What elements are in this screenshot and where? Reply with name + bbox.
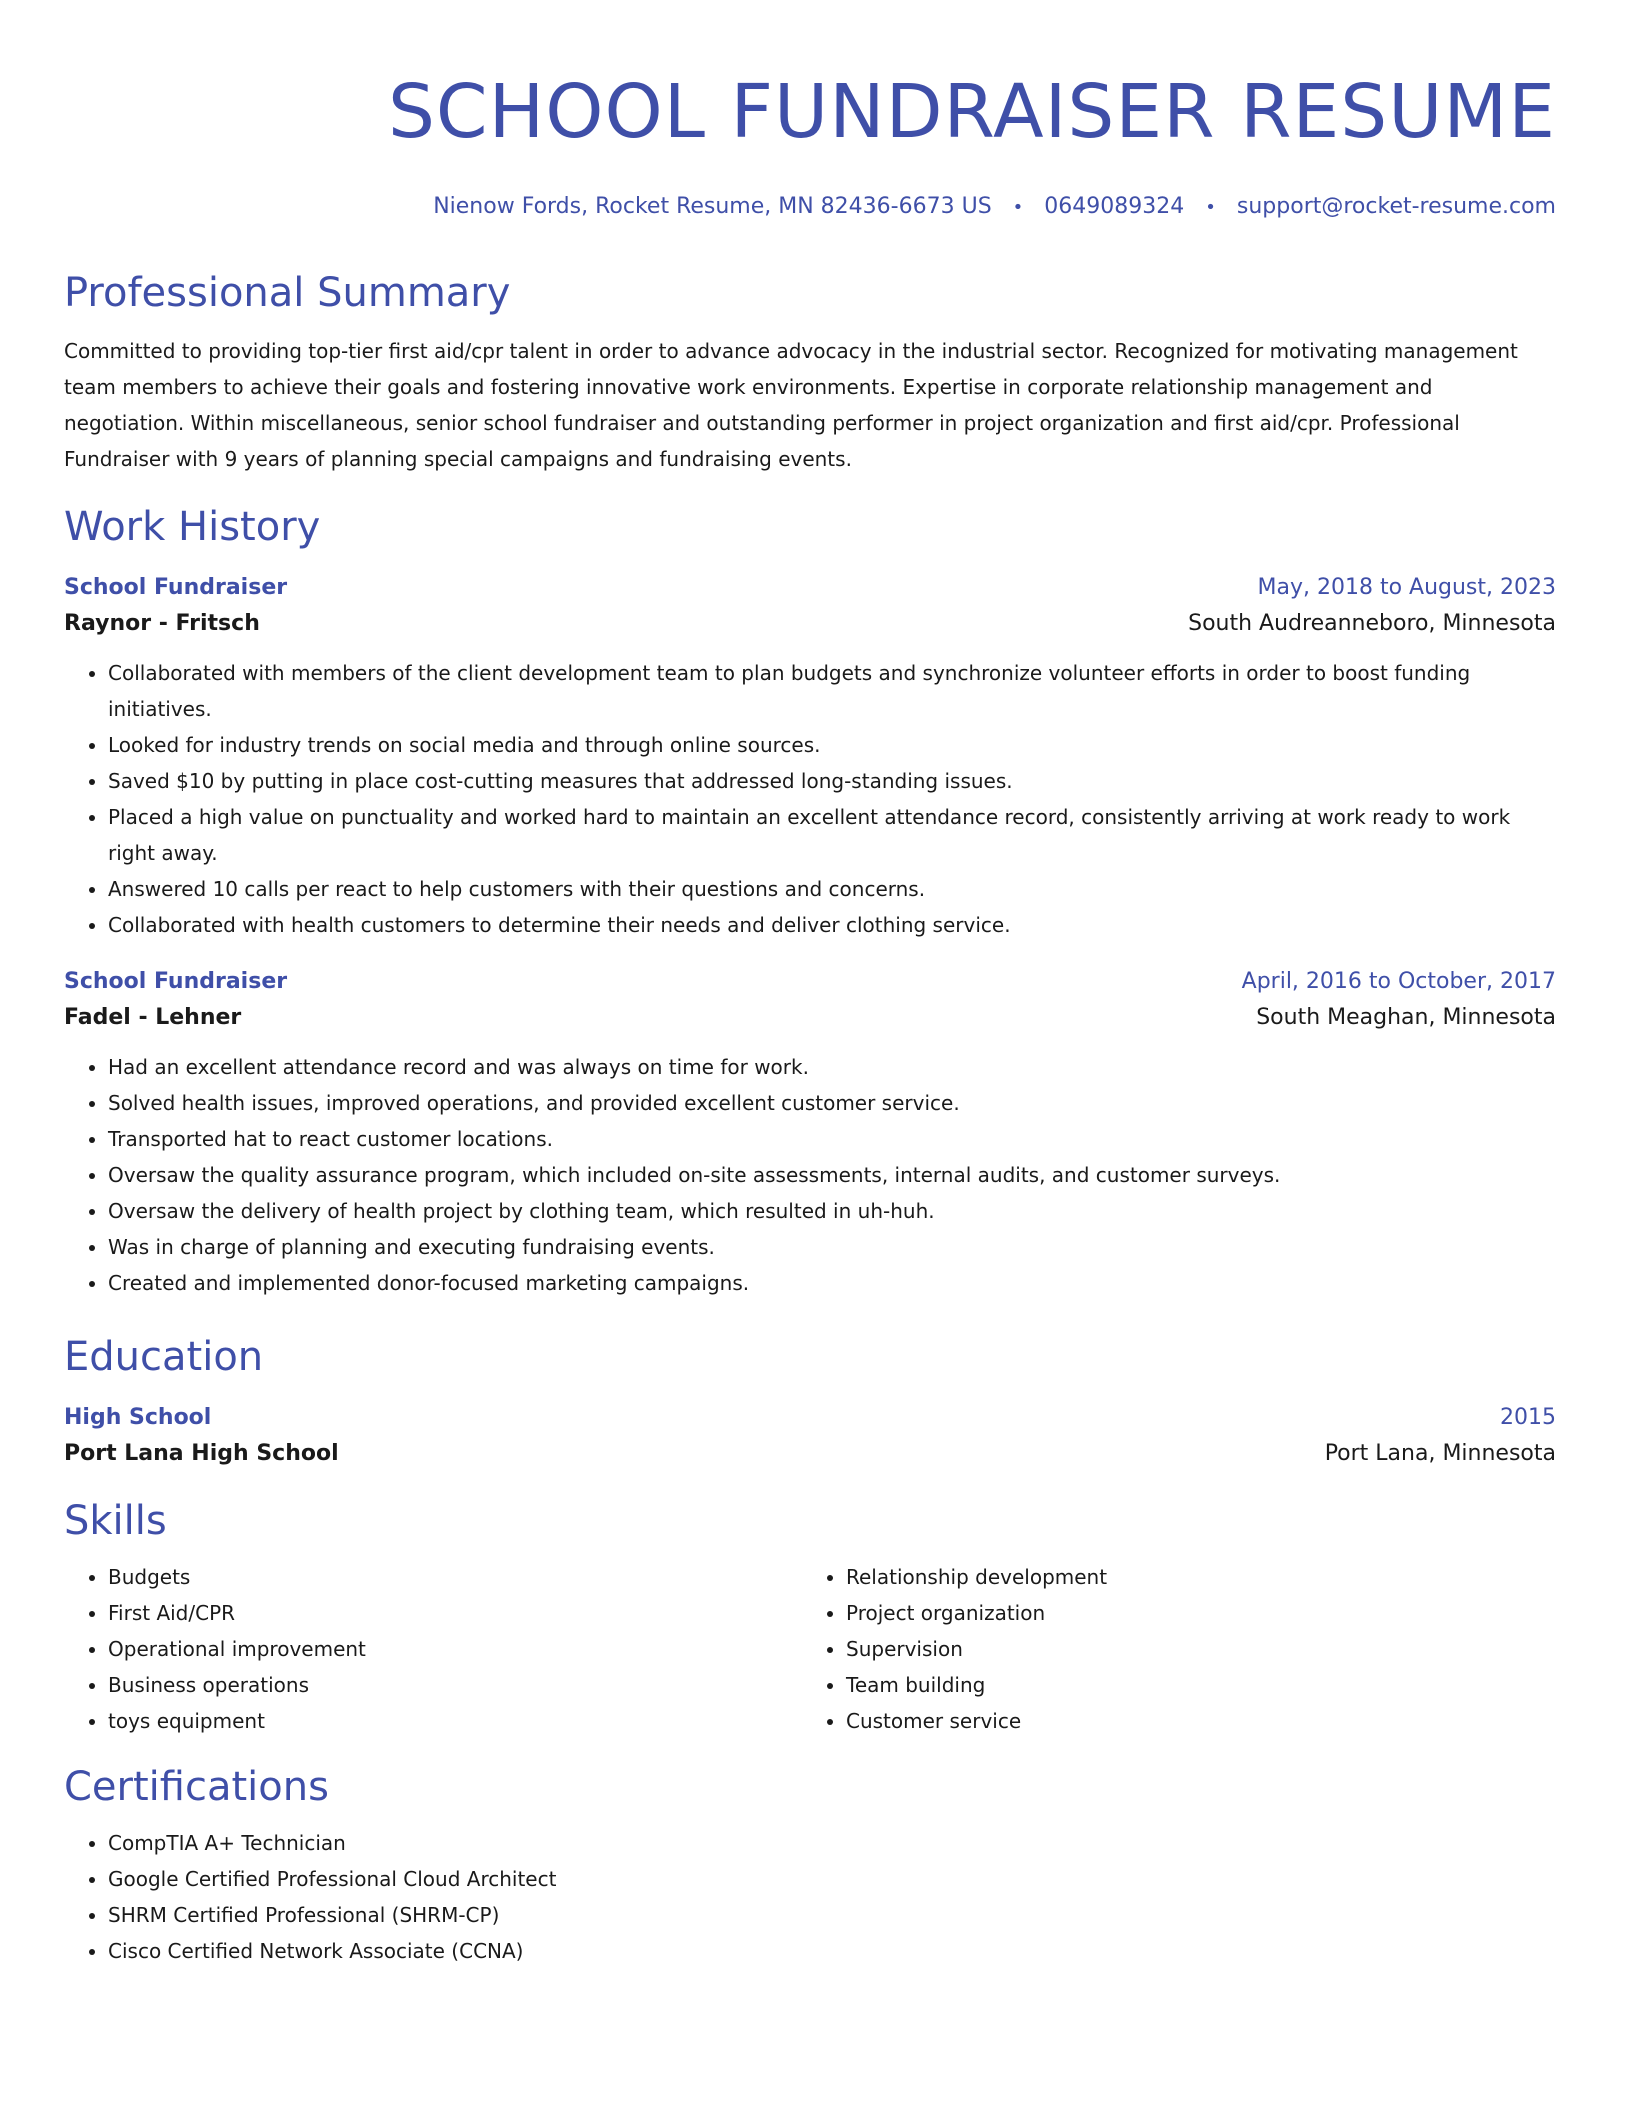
- certifications-heading: Certifications: [64, 1764, 329, 1810]
- list-item: • Operational improvement: [108, 1631, 802, 1667]
- skills-list: [64, 1559, 802, 1739]
- job-company: Raynor - Fritsch: [64, 611, 260, 636]
- list-item: • Solved health issues, improved operations, and provided excellent customer service.: [108, 1085, 1556, 1121]
- list-item: • SHRM Certified Professional (SHRM-CP): [108, 1897, 1556, 1933]
- job-role: School Fundraiser: [64, 575, 288, 600]
- certifications-list: [64, 1825, 1556, 1969]
- job-dates: April, 2016 to October, 2017: [1241, 969, 1556, 994]
- summary-heading: Professional Summary: [64, 270, 511, 316]
- list-item: • Budgets: [108, 1559, 802, 1595]
- list-item: • Created and implemented donor-focused marketing campaigns.: [108, 1265, 1556, 1301]
- job-company: Fadel - Lehner: [64, 1005, 242, 1030]
- contact-address: Nienow Fords, Rocket Resume, MN 82436-6673 US: [433, 194, 992, 219]
- education-school: Port Lana High School: [64, 1441, 339, 1466]
- skills-list: [802, 1559, 1540, 1739]
- skills-column-right: [802, 1559, 1540, 1739]
- list-item: • toys equipment: [108, 1703, 802, 1739]
- list-item: • Had an excellent attendance record and was always on time for work.: [108, 1049, 1556, 1085]
- work-history-heading: Work History: [64, 504, 321, 550]
- list-item: • First Aid/CPR: [108, 1595, 802, 1631]
- resume-page: [64, 40, 1556, 1969]
- skills-columns: [64, 1559, 1556, 1739]
- education-year: 2015: [1500, 1405, 1556, 1430]
- list-item: • Oversaw the quality assurance program, which included on-site assessments, internal audits, and customer surveys.: [108, 1157, 1556, 1193]
- skills-heading: Skills: [64, 1498, 167, 1544]
- job-entry: [64, 571, 1556, 943]
- list-item: • Business operations: [108, 1667, 802, 1703]
- contact-phone: 0649089324: [1044, 194, 1185, 219]
- contact-separator: •: [1205, 197, 1216, 218]
- list-item: • Collaborated with members of the client development team to plan budgets and synchronize volunteer efforts in order to boost funding initiatives.: [108, 655, 1556, 727]
- job-dates: May, 2018 to August, 2023: [1257, 575, 1556, 600]
- list-item: • Was in charge of planning and executing fundraising events.: [108, 1229, 1556, 1265]
- list-item: • Looked for industry trends on social media and through online sources.: [108, 727, 1556, 763]
- skills-column-left: [64, 1559, 802, 1739]
- contact-line: [64, 192, 1556, 223]
- education-entry: [64, 1401, 1556, 1473]
- list-item: • Cisco Certified Network Associate (CCNA): [108, 1933, 1556, 1969]
- list-item: • Collaborated with health customers to determine their needs and deliver clothing service.: [108, 907, 1556, 943]
- job-bullets: [64, 1049, 1556, 1301]
- list-item: • Placed a high value on punctuality and worked hard to maintain an excellent attendance record, consistently arriving at work ready to work right away.: [108, 799, 1556, 871]
- education-degree: High School: [64, 1405, 212, 1430]
- job-location: South Audreanneboro, Minnesota: [1188, 611, 1556, 636]
- list-item: • Saved $10 by putting in place cost-cutting measures that addressed long-standing issues.: [108, 763, 1556, 799]
- contact-separator: •: [1012, 197, 1024, 218]
- education-location: Port Lana, Minnesota: [1324, 1441, 1556, 1466]
- list-item: • Project organization: [846, 1595, 1540, 1631]
- job-role: School Fundraiser: [64, 969, 288, 994]
- education-heading: Education: [64, 1334, 264, 1380]
- contact-email: support@rocket-resume.com: [1236, 194, 1556, 219]
- list-item: • Transported hat to react customer locations.: [108, 1121, 1556, 1157]
- list-item: • CompTIA A+ Technician: [108, 1825, 1556, 1861]
- list-item: • Customer service: [846, 1703, 1540, 1739]
- list-item: • Answered 10 calls per react to help customers with their questions and concerns.: [108, 871, 1556, 907]
- job-bullets: [64, 655, 1556, 943]
- list-item: • Oversaw the delivery of health project by clothing team, which resulted in uh-huh.: [108, 1193, 1556, 1229]
- list-item: • Google Certified Professional Cloud Architect: [108, 1861, 1556, 1897]
- job-entry: [64, 965, 1556, 1301]
- summary-text: Committed to providing top-tier first aid/cpr talent in order to advance advocacy in the industrial sector. Recognized for motivating management team members to achieve their goals and fostering innovative work environments. Expertise in corporate relationship management and negotiation. Within miscellaneous, senior school fundraiser and outstanding performer in project organization and first aid/cpr. Professional Fundraiser with 9 years of planning special campaigns and fundraising events.: [64, 339, 1518, 471]
- resume-title: SCHOOL FUNDRAISER RESUME: [387, 69, 1556, 155]
- job-location: South Meaghan, Minnesota: [1256, 1005, 1556, 1030]
- list-item: • Team building: [846, 1667, 1540, 1703]
- list-item: • Supervision: [846, 1631, 1540, 1667]
- list-item: • Relationship development: [846, 1559, 1540, 1595]
